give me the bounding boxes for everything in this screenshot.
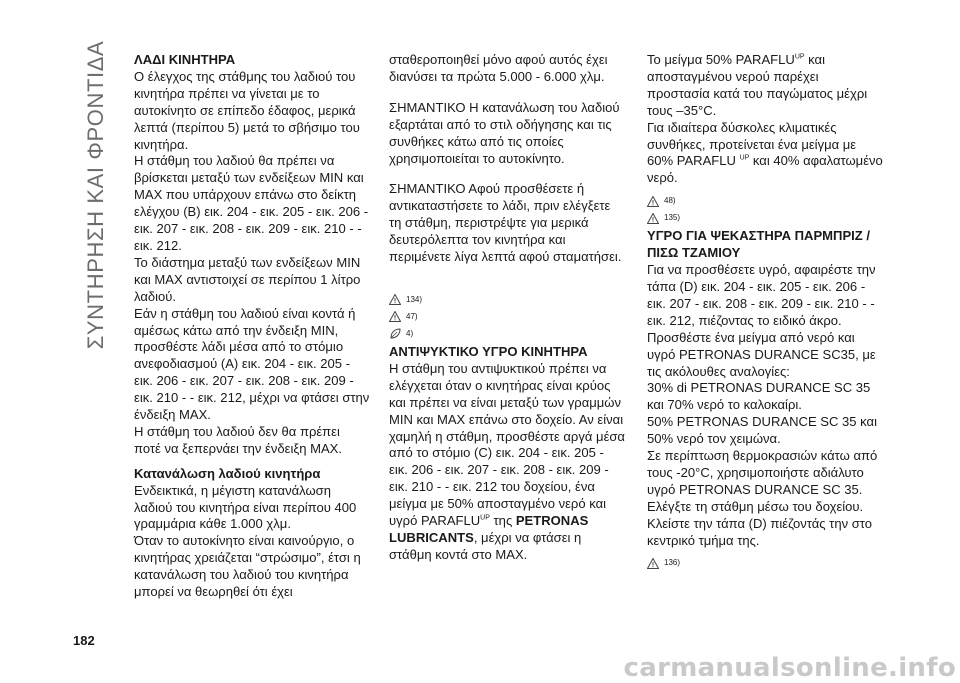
environment-ref-label: 4): [406, 328, 414, 338]
environment-ref[interactable]: [389, 327, 625, 341]
paragraph: Το μείγμα 50% $PARAFLU^{UP}$ και αποσταγμένου νερού παρέχει προστασία κατά του παγώματος μέχρι τους –35°C.: [647, 52, 868, 118]
paragraph: Ενδεικτικά, η μέγιστη κατανάλωση λαδιού του κινητήρα είναι περίπου 400 γραμμάρια κάθε 1.000 χλμ.: [134, 482, 357, 532]
paragraph: Προσθέστε ένα μείγμα από νερό και υγρό PETRONAS DURANCE SC35, με τις ακόλουθες αναλογίες:: [647, 329, 876, 379]
warning-triangle-icon: [647, 213, 659, 224]
paragraph: Η στάθμη του αντιψυκτικού πρέπει να ελέγχεται όταν ο κινητήρας είναι κρύος και πρέπει να είναι μεταξύ των γραμμών MIN και MAX επάνω στο δοχείο. Αν είναι χαμηλή η στάθμη, προσθέστε αργά μέσα από το στόμιο (C) εικ. 204 - εικ. 205 - εικ. 206 - εικ. 207 - εικ. 208 - εικ. 209 - εικ. 210 - - εικ. 212 του δοχείου, ένα μείγμα με 50% αποσταγμένο νερό και υγρό $PARAFLU^{UP}$ της PETRONAS LUBRICANTS, μέχρι να φτάσει η στάθμη κοντά στο MAX.: [389, 360, 625, 562]
column-1: [134, 52, 370, 601]
paragraph: Ο έλεγχος της στάθμης του λαδιού του κινητήρα πρέπει να γίνεται με το αυτοκίνητο σε επίπεδο έδαφος, μερικά λεπτά (περίπου 5) μετά το σβήσιμο του κινητήρα.: [134, 68, 360, 152]
paragraph: Εάν η στάθμη του λαδιού είναι κοντά ή αμέσως κάτω από την ένδειξη MIN, προσθέστε λάδι μέσα από το στόμιο ανεφοδιασμού (A) εικ. 204 - εικ. 205 - εικ. 206 - εικ. 207 - εικ. 208 - εικ. 209 - εικ. 210 - - εικ. 212, μέχρι να φτάσει στην ένδειξη MAX.: [134, 305, 370, 423]
attention-ref-label: 48): [664, 195, 676, 205]
warning-ref-label: 136): [664, 558, 681, 568]
warning-ref[interactable]: [389, 293, 625, 307]
page-number: 182: [73, 633, 95, 648]
warning-ref-label: 135): [664, 212, 681, 222]
paragraph: Σε περίπτωση θερμοκρασιών κάτω από τους -20°C, χρησιμοποιήστε αδιάλυτο υγρό PETRONAS DURANCE SC 35.: [647, 448, 878, 497]
paragraph: Η στάθμη του λαδιού δεν θα πρέπει ποτέ να ξεπερνάει την ένδειξη MAX.: [134, 423, 342, 456]
heading-engine-oil: ΛΑΔΙ ΚΙΝΗΤΗΡΑ: [134, 52, 236, 67]
heading-washer-fluid: ΥΓΡΟ ΓΙΑ ΨΕΚΑΣΤΗΡΑ ΠΑΡΜΠΡΙΖ / ΠΙΣΩ ΤΖΑΜΙΟΥ: [647, 228, 871, 261]
paragraph: Κλείστε την τάπα (D) πιέζοντάς την στο κεντρικό τμήμα της.: [647, 515, 873, 548]
section-side-title-text: ΣΥΝΤΗΡΗΣΗ ΚΑΙ ΦΡΟΝΤΙΔΑ: [83, 40, 108, 350]
warning-ref[interactable]: [647, 556, 883, 570]
paragraph: 30% di PETRONAS DURANCE SC 35 και 70% νερό το καλοκαίρι.: [647, 380, 871, 413]
warning-ref-label: 134): [406, 294, 423, 304]
paragraph: 50% PETRONAS DURANCE SC 35 και 50% νερό τον χειμώνα.: [647, 414, 877, 447]
paragraph-important: ΣΗΜΑΝΤΙΚΟ Η κατανάλωση του λαδιού εξαρτάται από το στιλ οδήγησης και τις συνθήκες κάτω από τις οποίες χρησιμοποιείται το αυτοκίνητο.: [389, 99, 620, 166]
warning-triangle-icon: [389, 294, 401, 305]
warning-triangle-icon: [647, 558, 659, 569]
attention-triangle-icon: [389, 311, 401, 322]
heading-oil-consumption: Κατανάλωση λαδιού κινητήρα: [134, 465, 321, 481]
attention-ref[interactable]: [647, 194, 883, 208]
paragraph-important: ΣΗΜΑΝΤΙΚΟ Αφού προσθέσετε ή αντικαταστήσετε το λάδι, πριν ελέγξετε τη στάθμη, περιστρέψτε για μερικά δευτερόλεπτα τον κινητήρα και περιμένετε λίγα λεπτά αφού σταματήσει.: [389, 181, 622, 265]
attention-ref[interactable]: [389, 310, 625, 324]
paragraph: Για ιδιαίτερα δύσκολες κλιματικές συνθήκες, προτείνεται ένα μείγμα με 60% PARAFLU $^{UP}$ και 40% αφαλατωμένο νερό.: [647, 119, 883, 186]
paragraph: Όταν το αυτοκίνητο είναι καινούργιο, ο κινητήρας χρειάζεται “στρώσιμο”, έτσι η κατανάλωση του λαδιού του κινητήρα μπορεί να θεωρηθεί ότι έχει: [134, 533, 361, 600]
column-3: [647, 52, 883, 573]
warning-ref[interactable]: [647, 211, 883, 225]
attention-triangle-icon: [647, 196, 659, 207]
column-2: [389, 52, 625, 564]
paragraph: Για να προσθέσετε υγρό, αφαιρέστε την τάπα (D) εικ. 204 - εικ. 205 - εικ. 206 - εικ. 207 - εικ. 208 - εικ. 209 - εικ. 210 - - εικ. 212, πιέζοντας το ειδικό άκρο.: [647, 262, 876, 328]
paragraph: Ελέγξτε τη στάθμη μέσω του δοχείου.: [647, 498, 864, 514]
paragraph: Το διάστημα μεταξύ των ενδείξεων MIN και MAX αντιστοιχεί σε περίπου 1 λίτρο λαδιού.: [134, 254, 361, 304]
heading-coolant: ΑΝΤΙΨΥΚΤΙΚΟ ΥΓΡΟ ΚΙΝΗΤΗΡΑ: [389, 343, 588, 359]
footer-watermark: carmanualsonline.info: [623, 653, 956, 683]
paragraph: Η στάθμη του λαδιού θα πρέπει να βρίσκεται μεταξύ των ενδείξεων MIN και MAX που υπάρχουν επάνω στο δείκτη ελέγχου (B) εικ. 204 - εικ. 205 - εικ. 206 - εικ. 207 - εικ. 208 - εικ. 209 - εικ. 210 - - εικ. 212.: [134, 153, 369, 253]
attention-ref-label: 47): [406, 311, 418, 321]
leaf-icon: [389, 328, 401, 339]
paragraph: σταθεροποιηθεί μόνο αφού αυτός έχει διανύσει τα πρώτα 5.000 - 6.000 χλμ.: [389, 52, 608, 84]
section-side-title: [76, 40, 116, 350]
